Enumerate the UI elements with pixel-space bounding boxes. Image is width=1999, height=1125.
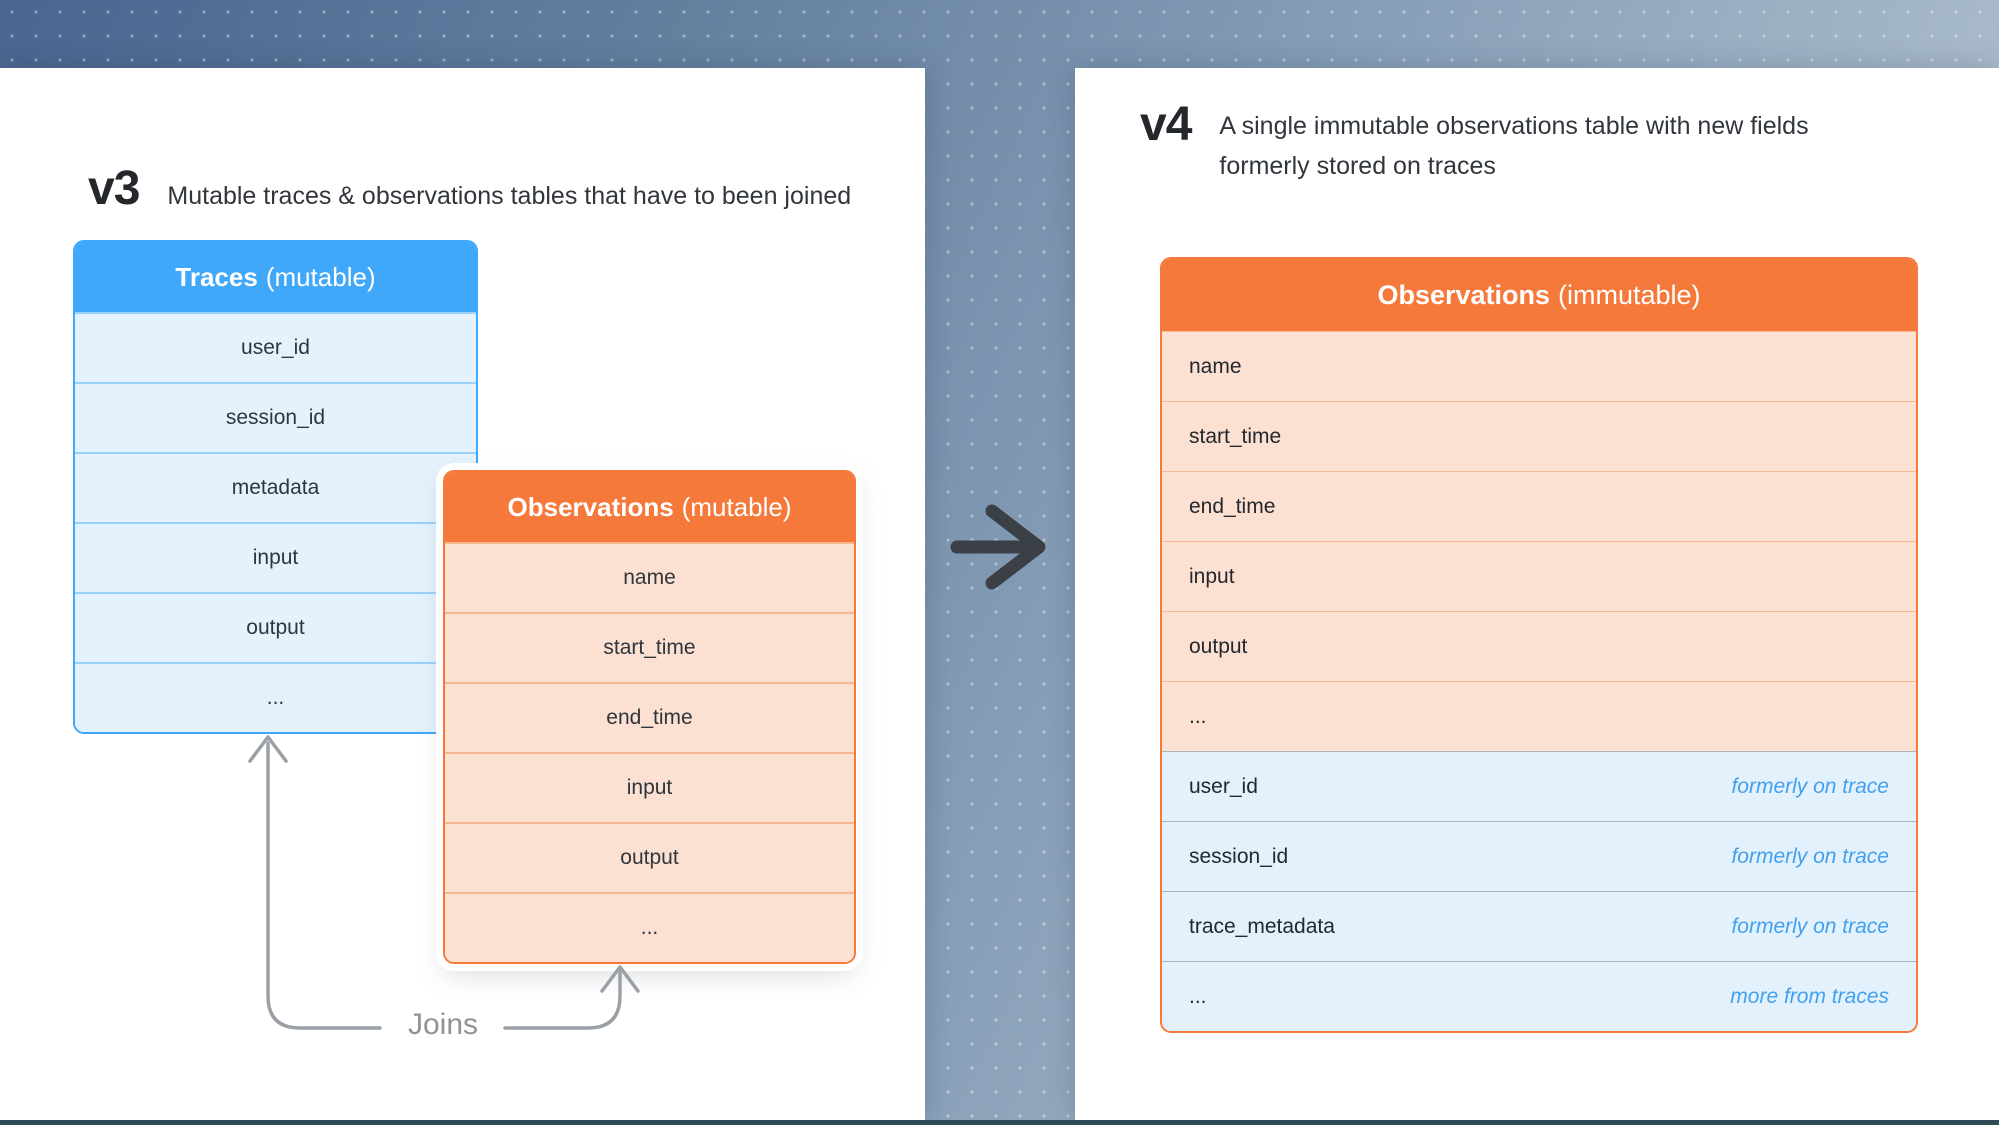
observations-mutable-header xyxy=(445,472,854,542)
v4-subtitle xyxy=(1219,100,1808,186)
row-label: ... xyxy=(1189,704,1207,728)
table-row: start_time xyxy=(445,612,854,682)
row-note: formerly on trace xyxy=(1731,914,1889,938)
joins-label: Joins xyxy=(407,1008,479,1041)
v4-title-block xyxy=(1140,100,1809,186)
traces-table-title-suffix: (mutable) xyxy=(265,261,376,292)
row-label: user_id xyxy=(1189,774,1258,798)
row-label: start_time xyxy=(1189,424,1282,448)
table-row xyxy=(1162,331,1916,401)
row-label: session_id xyxy=(1189,844,1289,868)
table-row xyxy=(1162,611,1916,681)
table-row: end_time xyxy=(445,682,854,752)
observations-immutable-header xyxy=(1162,259,1916,331)
table-row xyxy=(1162,471,1916,541)
row-note: formerly on trace xyxy=(1731,774,1889,798)
join-line-left xyxy=(268,743,380,1028)
table-row-formerly-trace xyxy=(1162,751,1916,821)
table-row: output xyxy=(75,592,476,662)
table-row: ... xyxy=(445,892,854,962)
bottom-bar xyxy=(0,1120,1999,1125)
table-row-formerly-trace xyxy=(1162,961,1916,1031)
row-label: output xyxy=(1189,634,1248,658)
row-label: end_time xyxy=(1189,494,1276,518)
observations-mutable-title: Observations xyxy=(507,491,674,522)
row-label: input xyxy=(1189,564,1235,588)
traces-table-header xyxy=(75,242,476,312)
row-label: ... xyxy=(1189,984,1207,1008)
join-line-right xyxy=(505,971,620,1028)
row-label: trace_metadata xyxy=(1189,914,1335,938)
table-row-formerly-trace xyxy=(1162,821,1916,891)
table-row xyxy=(1162,401,1916,471)
table-row xyxy=(1162,681,1916,751)
v3-version-label: v3 xyxy=(88,162,140,215)
row-label: name xyxy=(1189,354,1242,378)
table-row: name xyxy=(445,542,854,612)
table-row: metadata xyxy=(75,452,476,522)
table-row: session_id xyxy=(75,382,476,452)
v4-subtitle-line1: A single immutable observations table with new fields xyxy=(1219,112,1809,140)
transform-arrow-icon xyxy=(938,493,1053,598)
table-row-formerly-trace xyxy=(1162,891,1916,961)
v3-title-block xyxy=(88,164,851,216)
observations-immutable-title: Observations xyxy=(1377,279,1551,310)
table-row: output xyxy=(445,822,854,892)
table-row: input xyxy=(75,522,476,592)
table-row: ... xyxy=(75,662,476,732)
v3-subtitle: Mutable traces & observations tables that have to been joined xyxy=(167,182,852,210)
observations-immutable-title-suffix: (immutable) xyxy=(1558,279,1701,310)
traces-table-title: Traces xyxy=(175,261,258,292)
table-row: input xyxy=(445,752,854,822)
observations-immutable-table xyxy=(1160,257,1918,1033)
row-note: formerly on trace xyxy=(1731,844,1889,868)
v4-subtitle-line2: formerly stored on traces xyxy=(1219,152,1496,180)
v4-version-label: v4 xyxy=(1140,98,1192,151)
row-note: more from traces xyxy=(1730,984,1889,1008)
table-row: user_id xyxy=(75,312,476,382)
table-row xyxy=(1162,541,1916,611)
traces-mutable-table xyxy=(73,240,478,734)
observations-mutable-title-suffix: (mutable) xyxy=(681,491,792,522)
